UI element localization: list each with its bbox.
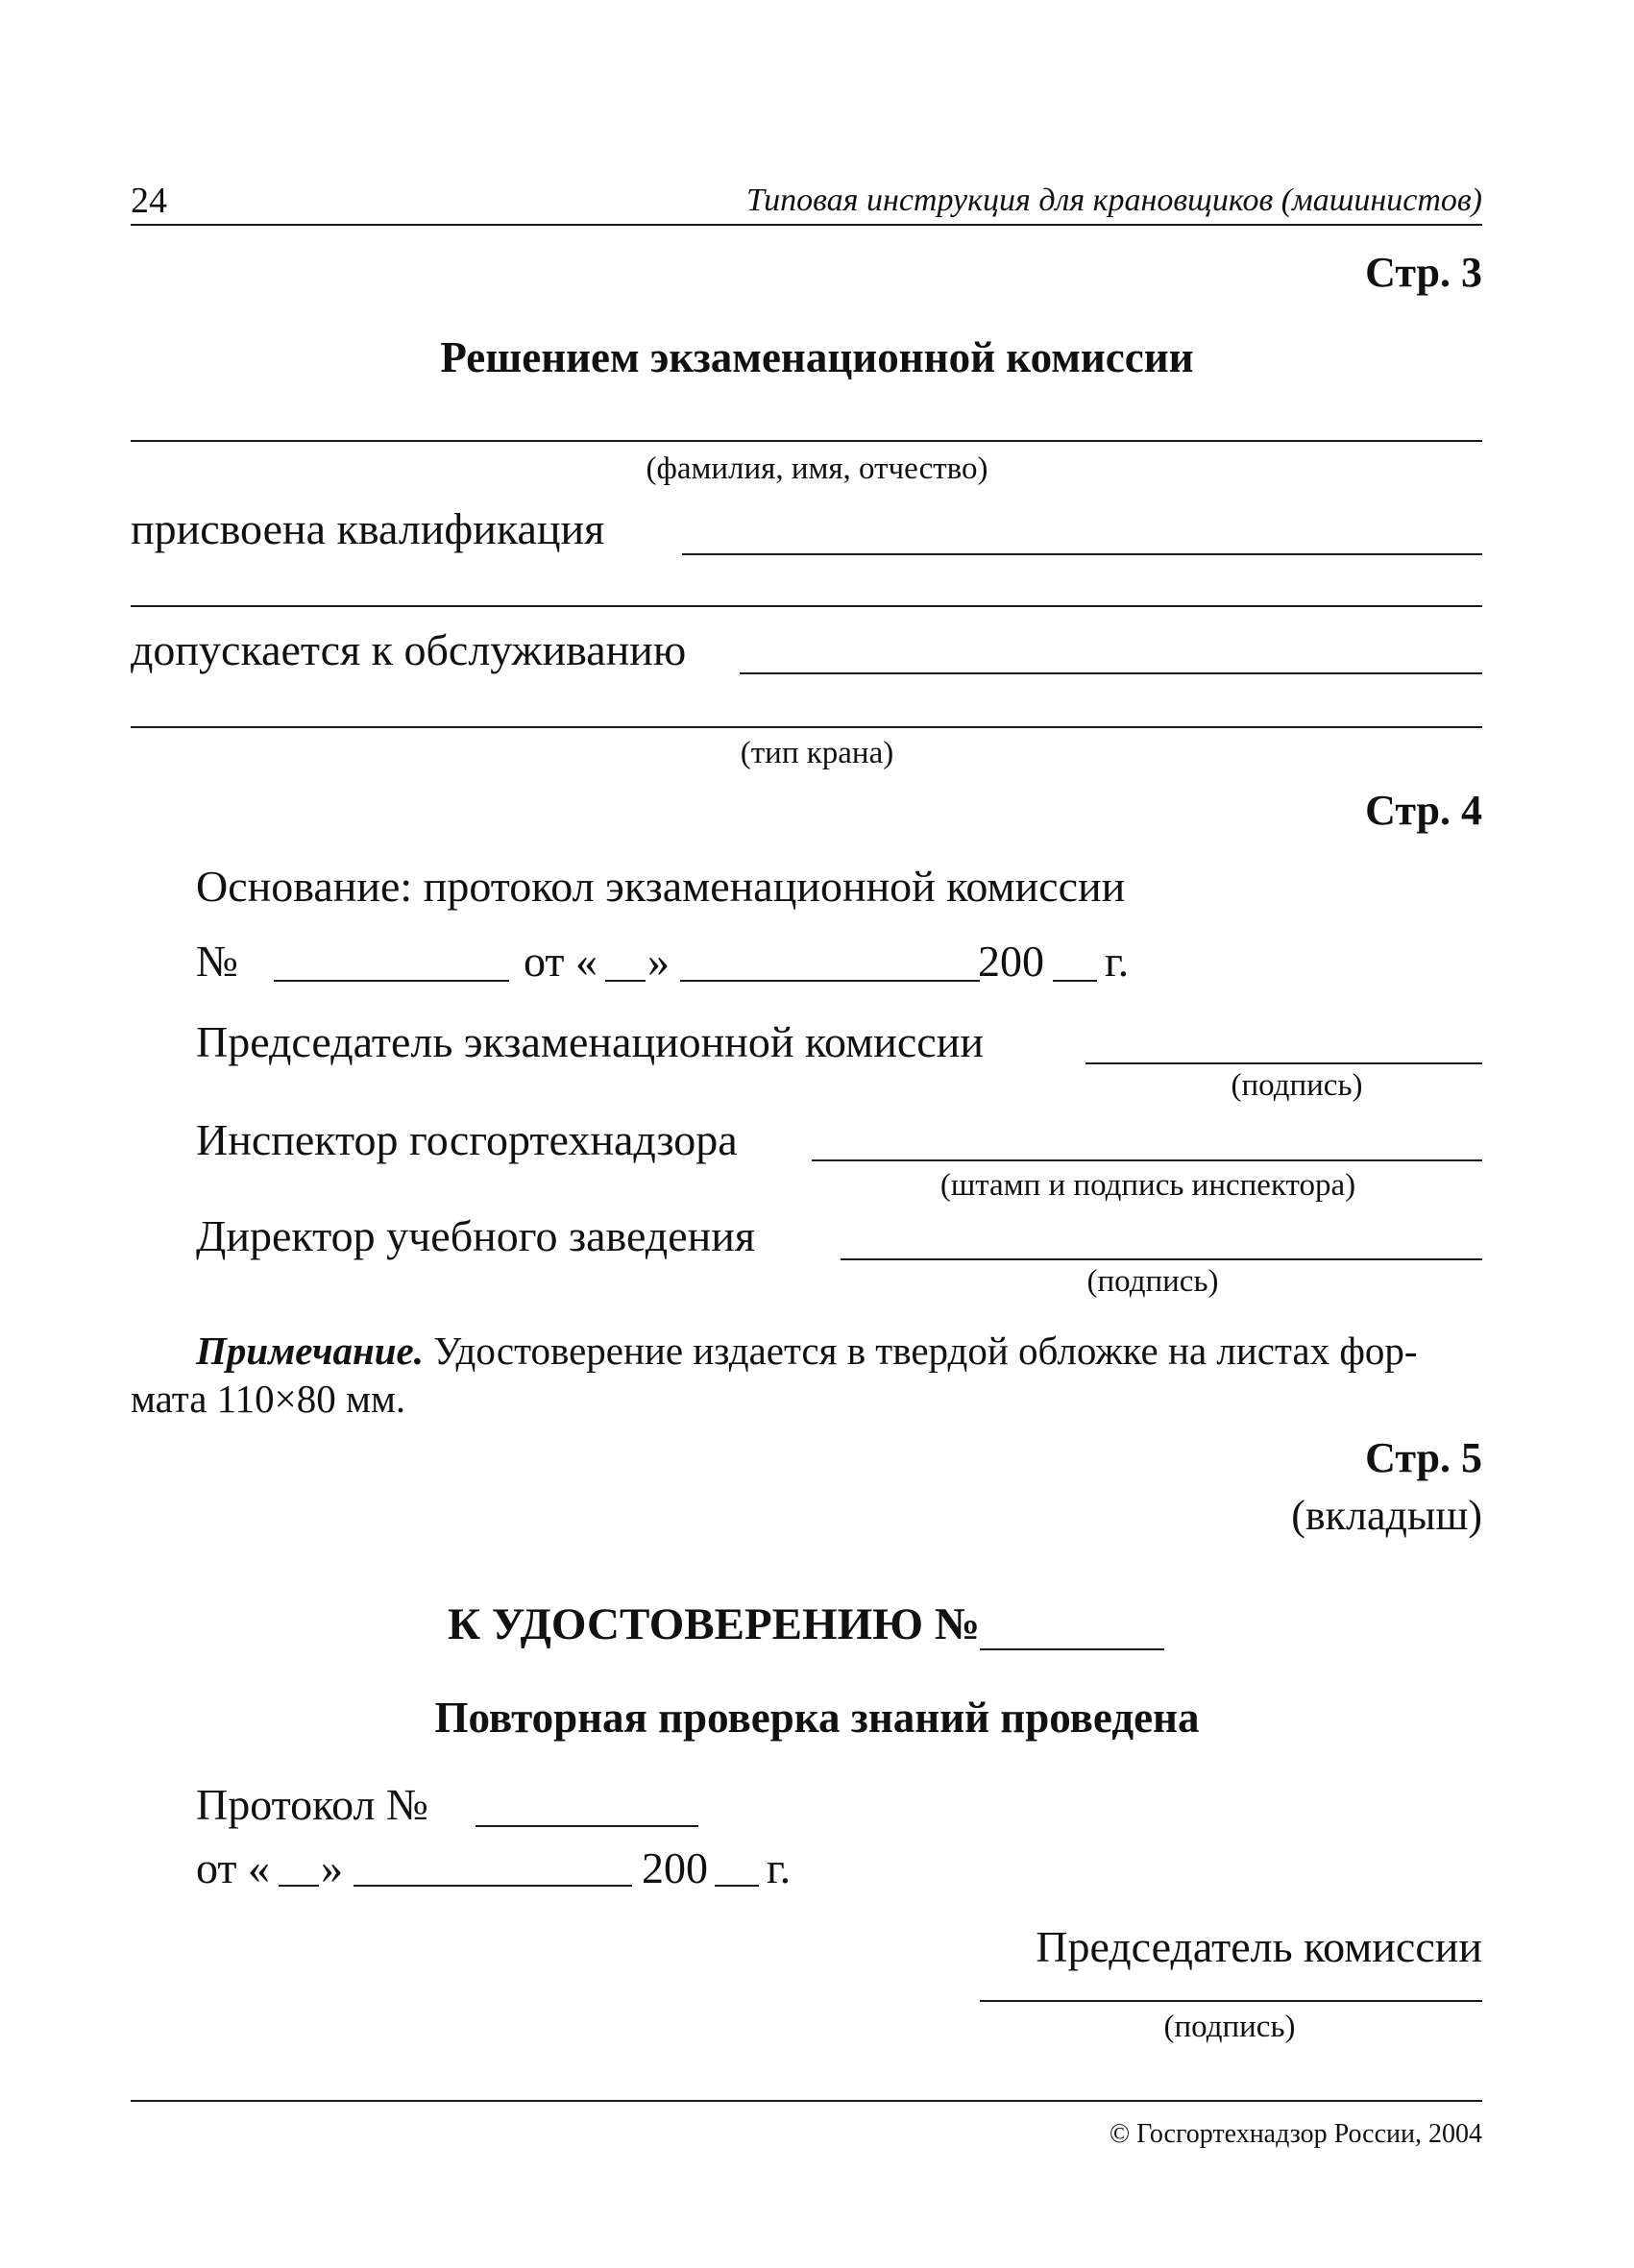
protocol-month-line: [680, 980, 980, 982]
director-signature-line: [841, 1258, 1482, 1260]
qualification-label: присвоена квалификация: [131, 504, 605, 553]
protocol-number-sign: №: [196, 937, 238, 986]
recheck-year: 200: [642, 1843, 708, 1892]
protocol-label: Протокол №: [196, 1780, 428, 1829]
commission-signature-line: [980, 2000, 1482, 2002]
recheck-from-close: »: [321, 1843, 343, 1892]
inspector-signature-line: [812, 1159, 1482, 1161]
commission-signature-caption: (подпись): [1163, 2010, 1296, 2044]
chairman-label: Председатель экзаменационной комиссии: [196, 1017, 984, 1066]
page3-label: Стр. 3: [1365, 249, 1482, 296]
page5-label: Стр. 5: [1365, 1434, 1482, 1481]
recheck-year-line: [715, 1885, 759, 1887]
page-number: 24: [131, 181, 167, 221]
crane-line: [131, 726, 1482, 728]
chairman-signature-caption: (подпись): [1231, 1068, 1363, 1103]
qualification-line-2: [131, 605, 1482, 607]
director-signature-caption: (подпись): [1086, 1264, 1219, 1299]
page3-heading: Решением экзаменационной комиссии: [440, 333, 1194, 381]
protocol-year-suffix: г.: [1105, 937, 1130, 986]
page5-heading: Повторная проверка знаний проведена: [434, 1694, 1200, 1742]
qualification-line: [682, 553, 1482, 555]
inspector-caption: (штамп и подпись инспектора): [939, 1168, 1356, 1203]
certificate-number-line: [980, 1648, 1164, 1650]
director-label: Директор учебного заведения: [196, 1211, 756, 1260]
recheck-month-line: [354, 1885, 632, 1887]
protocol-day-line: [605, 980, 646, 982]
note-text-line-1: Удостоверение издается в твердой обложке на листах фор-: [423, 1329, 1418, 1373]
note-paragraph: [196, 1331, 1418, 1371]
fio-caption: (фамилия, имя, отчество): [646, 451, 988, 486]
footer-copyright: © Госгортехнадзор России, 2004: [1109, 2119, 1482, 2149]
admitted-line: [740, 672, 1482, 674]
protocol-from-label: от «: [524, 937, 598, 986]
recheck-from-label: от «: [196, 1843, 270, 1892]
protocol-year: 200: [978, 937, 1044, 986]
protocol-from-close: »: [647, 937, 670, 986]
footer-rule: [131, 2100, 1482, 2102]
admitted-label: допускается к обслуживанию: [131, 625, 687, 674]
protocol-number-line: [274, 980, 509, 982]
header-rule: [131, 224, 1482, 226]
certificate-title: К УДОСТОВЕРЕНИЮ №: [448, 1599, 981, 1649]
fio-line: [131, 440, 1482, 442]
recheck-year-suffix: г.: [767, 1843, 792, 1892]
commission-chairman-label: Председатель комиссии: [1036, 1922, 1482, 1971]
protocol-number-line-2: [476, 1825, 698, 1827]
inspector-label: Инспектор госгортехнадзора: [196, 1115, 738, 1164]
recheck-day-line: [279, 1885, 319, 1887]
crane-caption: (тип крана): [740, 736, 894, 770]
note-text-line-2: мата 110×80 мм.: [131, 1377, 406, 1421]
protocol-year-line: [1053, 980, 1097, 982]
running-title: Типовая инструкция для крановщиков (машинистов): [746, 183, 1482, 218]
page5-sublabel: (вкладыш): [1291, 1492, 1482, 1539]
chairman-signature-line: [1085, 1062, 1482, 1064]
page4-label: Стр. 4: [1365, 787, 1482, 834]
note-label: Примечание.: [196, 1329, 424, 1373]
basis-text: Основание: протокол экзаменационной комиссии: [196, 862, 1126, 911]
